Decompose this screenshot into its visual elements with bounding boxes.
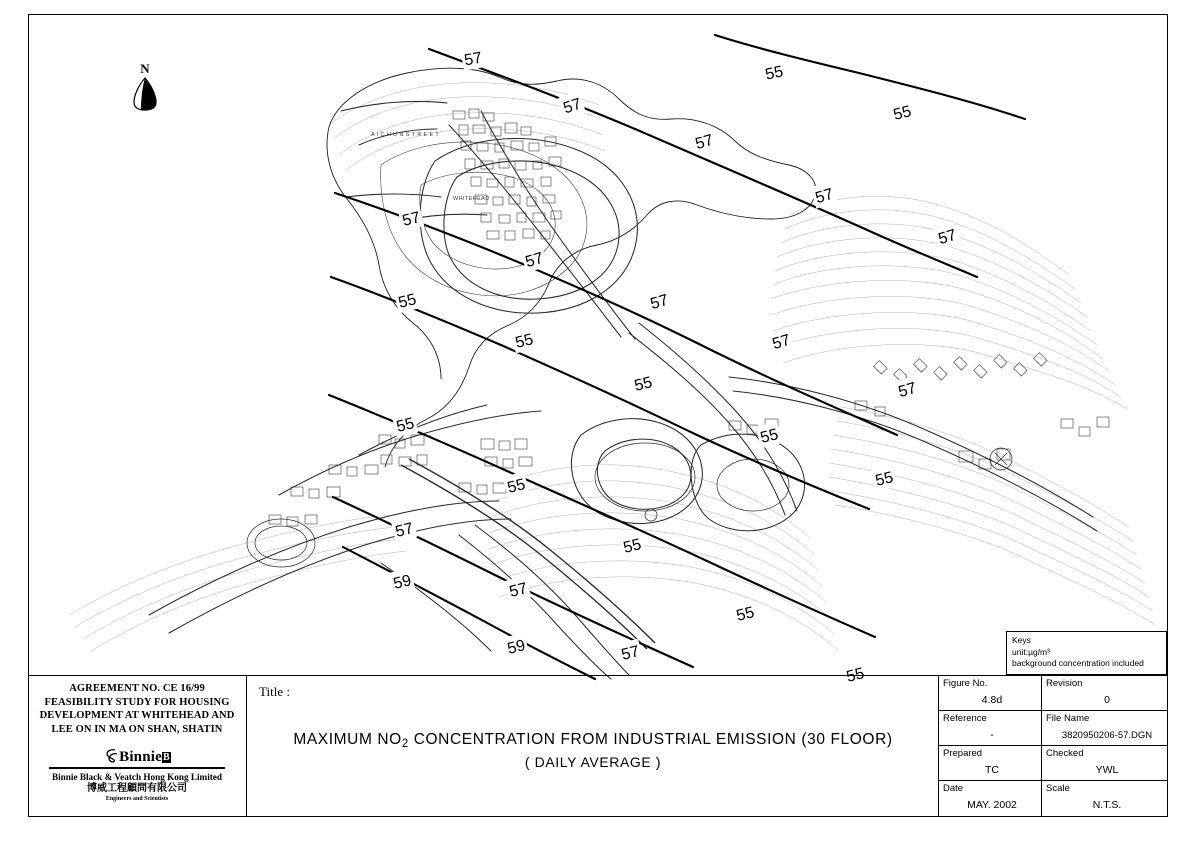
logo-mark-icon: B: [163, 752, 170, 764]
keys-unit-line: unit:µg/m³: [1012, 647, 1050, 657]
info-cell-reference: [939, 711, 1042, 745]
company-logo: [32, 748, 242, 803]
agreement-text: [32, 682, 242, 736]
contour-label: 55: [621, 536, 644, 557]
contour-label: 55: [513, 331, 536, 352]
contour-label: 57: [896, 379, 919, 402]
info-label-date: Date: [943, 783, 964, 794]
contour-label: 59: [505, 637, 528, 658]
info-value-figure-no: 4.8d: [981, 694, 1003, 706]
contour-label: 57: [770, 331, 793, 354]
contour-label: 57: [619, 643, 642, 664]
title-label: Title :: [259, 684, 290, 699]
contour-label: 57: [561, 95, 584, 118]
info-label-checked: Checked: [1046, 748, 1084, 759]
info-value-scale: N.T.S.: [1092, 799, 1122, 811]
contour-label: 57: [936, 226, 959, 249]
agreement-line-4: LEE ON IN MA ON SHAN, SHATIN: [51, 723, 223, 735]
contour-label: 57: [393, 520, 416, 541]
info-label-prepared: Prepared: [943, 748, 983, 759]
logo-divider: [49, 767, 225, 769]
keys-title: Keys: [1012, 635, 1031, 645]
info-label-reference: Reference: [943, 713, 987, 724]
logo-name: Binnie: [119, 749, 162, 765]
contour-label: 55: [734, 604, 757, 625]
info-row-figure: [939, 676, 1168, 711]
contour-label: 57: [813, 185, 836, 208]
agreement-line-3: DEVELOPMENT AT WHITEHEAD AND: [39, 710, 235, 721]
info-value-date: MAY. 2002: [967, 799, 1017, 811]
agreement-cell: [28, 676, 247, 816]
info-row-prepared: [939, 746, 1168, 781]
info-value-reference: -: [990, 729, 994, 741]
info-row-reference: [939, 711, 1168, 746]
info-row-date: [939, 781, 1168, 816]
ampersand-swash-icon: [103, 748, 119, 763]
contour-label: 57: [400, 209, 423, 230]
place-label: WHITEHEAD: [453, 196, 490, 202]
drawing-title-subscript: 2: [401, 737, 409, 750]
drawing-subtitle: ( DAILY AVERAGE ): [524, 754, 662, 770]
contour-label: 57: [648, 291, 671, 314]
info-grid: [939, 676, 1168, 816]
contour-label: 55: [505, 476, 528, 497]
contour-label: 57: [507, 580, 530, 601]
north-arrow-glyph: [125, 76, 165, 112]
drawing-title-suffix: CONCENTRATION FROM INDUSTRIAL EMISSION (30 FLOOR): [408, 731, 893, 748]
contour-label: 55: [396, 291, 419, 312]
keys-box: [1006, 631, 1167, 675]
contour-label: 57: [463, 49, 484, 70]
info-cell-date: [939, 781, 1042, 816]
info-cell-checked: [1042, 746, 1168, 780]
north-arrow: [125, 62, 165, 114]
agreement-line-1: AGREEMENT NO. CE 16/99: [69, 683, 205, 694]
logo-subtitle: Engineers and Scientists: [105, 796, 169, 802]
north-arrow-label: N: [140, 61, 150, 76]
contour-label: 55: [394, 415, 417, 436]
logo-company-chinese: 博威工程顧問有限公司: [87, 783, 187, 794]
contour-label: 55: [763, 63, 785, 84]
info-cell-prepared: [939, 746, 1042, 780]
info-value-prepared: TC: [985, 764, 999, 776]
contour-label-group-0: [460, 45, 485, 70]
keys-background-line: background concentration included: [1012, 658, 1144, 668]
info-label-file-name: File Name: [1046, 713, 1090, 724]
contour-label: 57: [693, 131, 716, 154]
info-cell-scale: [1042, 781, 1168, 816]
info-cell-file-name: [1042, 711, 1168, 745]
drawing-title-prefix: MAXIMUM NO: [293, 731, 402, 748]
agreement-line-2: FEASIBILITY STUDY FOR HOUSING: [44, 696, 230, 708]
contour-label-group-1: [761, 59, 787, 85]
info-value-checked: YWL: [1095, 764, 1119, 776]
info-label-scale: Scale: [1046, 783, 1070, 794]
contour-label: 57: [523, 249, 546, 272]
info-value-revision: 0: [1104, 694, 1110, 706]
drawing-title: [247, 728, 939, 756]
info-cell-figure-no: [939, 676, 1042, 710]
logo-name-row: [32, 748, 242, 765]
info-value-file-name: 3820950206-57.DGN: [1061, 730, 1153, 741]
place-label: A I C H U N S T R E E T: [371, 132, 440, 138]
title-cell: [247, 676, 939, 816]
contour-label: 55: [891, 103, 914, 124]
contour-label: 55: [758, 426, 781, 447]
contour-label: 59: [391, 572, 414, 593]
contour-label: 55: [632, 374, 655, 395]
logo-company: Binnie Black & Veatch Hong Kong Limited: [52, 772, 222, 782]
title-block: [28, 675, 1168, 817]
info-cell-revision: [1042, 676, 1168, 710]
contour-label: 55: [873, 469, 896, 490]
info-label-figure-no: Figure No.: [943, 678, 988, 689]
info-label-revision: Revision: [1046, 678, 1083, 689]
contour-label: 55: [844, 665, 867, 686]
